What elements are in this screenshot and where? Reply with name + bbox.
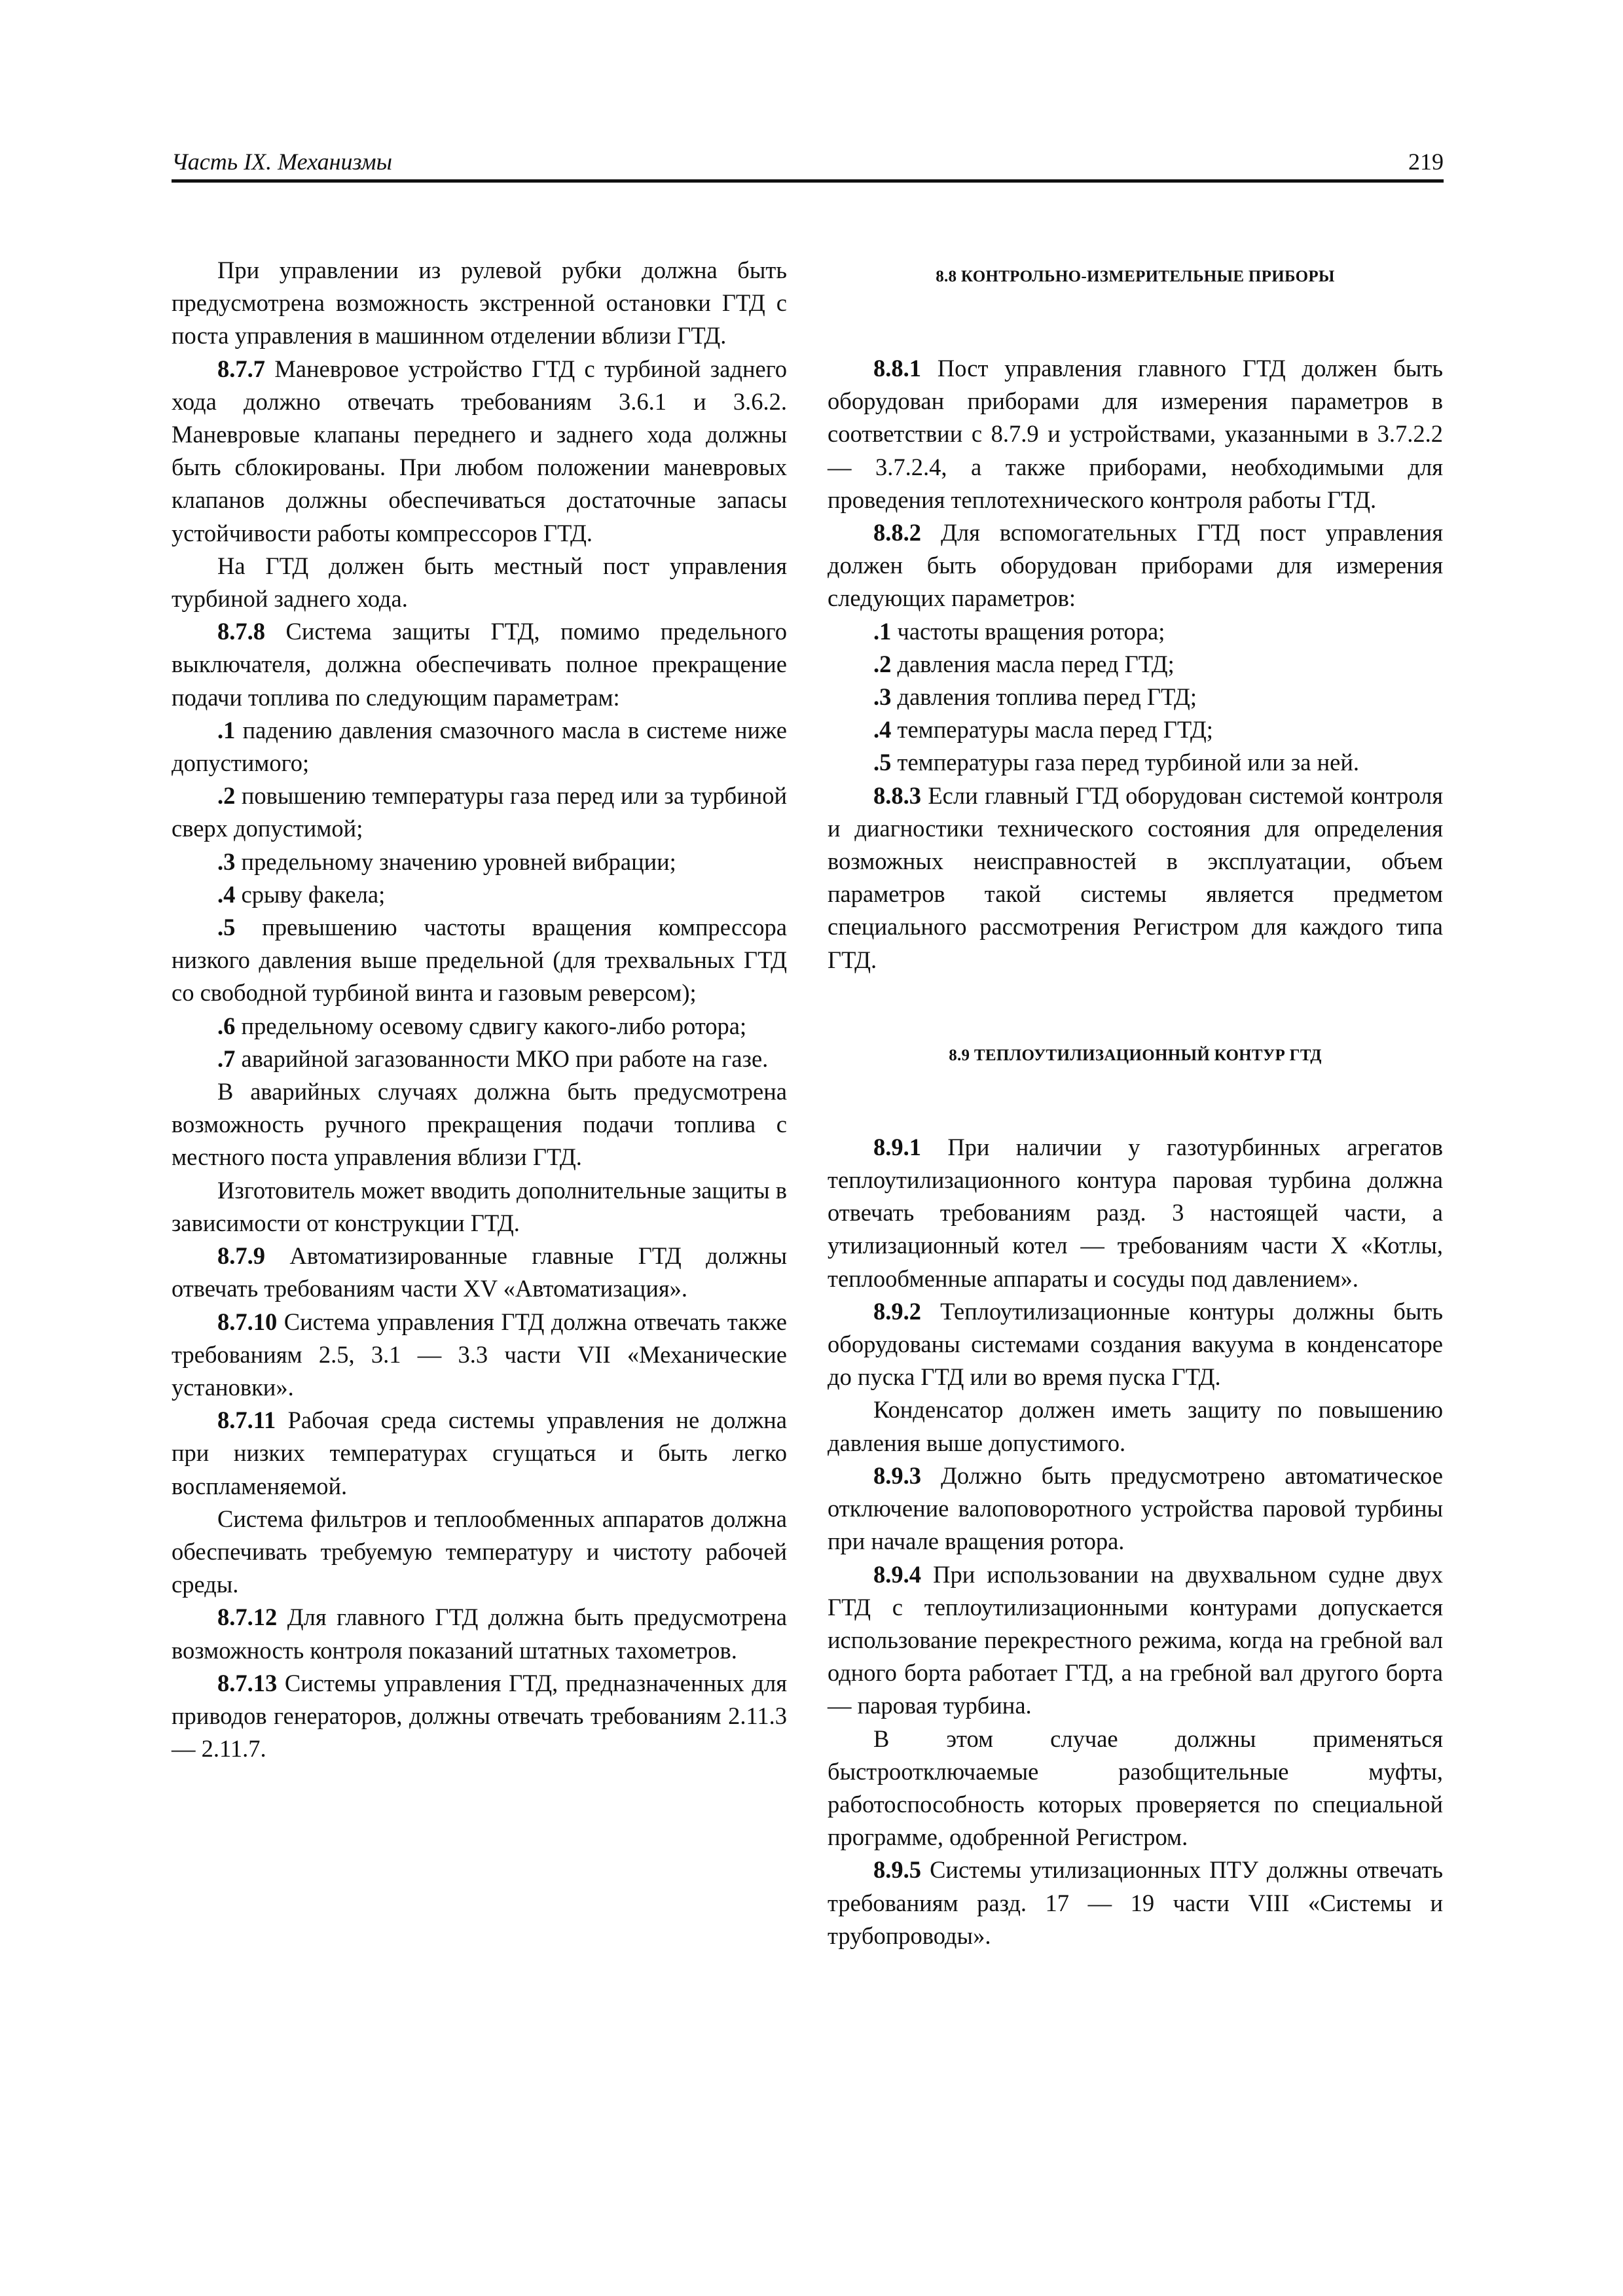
list-item: .7 аварийной загазованности МКО при работе на газе. (217, 1045, 769, 1072)
page-number: 219 (1408, 149, 1444, 175)
running-title: Часть IX. Механизмы (172, 149, 392, 175)
right-column (828, 254, 1443, 1952)
page-header (172, 145, 1444, 183)
paragraph: В этом случае должны применяться быстроотключаемые разобщительные муфты, работоспособность которых проверяется по специальной программе, одобренной Регистром. (828, 1725, 1443, 1851)
paragraph-8-9-2: 8.9.2 Теплоутилизационные контуры должны быть оборудованы системами создания вакуума в конденсаторе до пуска ГТД или во время пуска ГТД. (828, 1297, 1443, 1391)
paragraph: Система фильтров и теплообменных аппаратов должна обеспечивать требуемую температуру и чистоту рабочей среды. (172, 1505, 787, 1598)
list-item: .5 температуры газа перед турбиной или за ней. (873, 749, 1359, 776)
paragraph-8-8-2: 8.8.2 Для вспомогательных ГТД пост управления должен быть оборудован приборами для измерения следующих параметров: (828, 519, 1444, 612)
paragraph-8-9-1: 8.9.1 При наличии у газотурбинных агрегатов теплоутилизационного контура паровая турбина должна отвечать требованиям разд. 3 настоящей части, а утилизационный котел — требованиям части X «Котлы, теплообменные аппараты и сосуды под давлением». (828, 1133, 1444, 1292)
paragraph: Изготовитель может вводить дополнительные защиты в зависимости от конструкции ГТД. (172, 1176, 787, 1236)
list-item: .6 предельному осевому сдвигу какого-либо ротора; (217, 1012, 747, 1039)
paragraph-8-7-13: 8.7.13 Системы управления ГТД, предназначенных для приводов генераторов, должны отвечать требованиям 2.11.3 — 2.11.7. (172, 1669, 787, 1763)
paragraph-8-7-12: 8.7.12 Для главного ГТД должна быть предусмотрена возможность контроля показаний штатных тахометров. (172, 1604, 787, 1664)
paragraph: Конденсатор должен иметь защиту по повышению давления выше допустимого. (828, 1396, 1443, 1456)
paragraph-8-7-9: 8.7.9 Автоматизированные главные ГТД должны отвечать требованиям части XV «Автоматизация». (172, 1242, 788, 1302)
paragraph-8-7-11: 8.7.11 Рабочая среда системы управления не должна при низких температурах сгущаться и быть легко воспламеняемой. (172, 1407, 787, 1499)
list-item: .4 температуры масла перед ГТД; (873, 716, 1213, 744)
paragraph: В аварийных случаях должна быть предусмотрена возможность ручного прекращения подачи топлива с местного поста управления вблизи ГТД. (172, 1078, 787, 1171)
paragraph-8-9-4: 8.9.4 При использовании на двухвальном судне двух ГТД с теплоутилизационными контурами допускается использование перекрестного режима, когда на гребной вал одного борта работает ГТД, а на гребной вал другого борта — паровая турбина. (828, 1560, 1443, 1719)
list-item: .4 срыву факела; (217, 880, 386, 908)
section-title-8-8: 8.8 КОНТРОЛЬНО-ИЗМЕРИТЕЛЬНЫЕ ПРИБОРЫ (936, 268, 1335, 285)
paragraph: При управлении из рулевой рубки должна быть предусмотрена возможность экстренной остановки ГТД с поста управления в машинном отделении вблизи ГТД. (172, 257, 787, 350)
paragraph-8-9-5: 8.9.5 Системы утилизационных ПТУ должны отвечать требованиям разд. 17 — 19 части VIII «Системы и трубопроводы». (828, 1856, 1443, 1949)
list-item: .5 превышению частоты вращения компрессора низкого давления выше предельной (для трехвальных ГТД со свободной турбиной винта и газовым реверсом); (172, 914, 788, 1007)
section-title-8-9: 8.9 ТЕПЛОУТИЛИЗАЦИОННЫЙ КОНТУР ГТД (949, 1046, 1322, 1064)
paragraph-8-8-3: 8.8.3 Если главный ГТД оборудован системой контроля и диагностики технического состояния для определения возможных неисправностей в эксплуатации, объем параметров такой системы является предметом специального рассмотрения Регистром для каждого типа ГТД. (828, 781, 1443, 973)
paragraph-8-7-7: 8.7.7 Маневровое устройство ГТД с турбиной заднего хода должно отвечать требованиям 3.6.1 и 3.6.2. Маневровые клапаны переднего и заднего хода должны быть сблокированы. При любом положении маневровых клапанов должны обеспечиваться достаточные запасы устойчивости работы компрессоров ГТД. (172, 355, 788, 547)
paragraph-8-7-10: 8.7.10 Система управления ГТД должна отвечать также требованиям 2.5, 3.1 — 3.3 части VII «Механические установки». (172, 1308, 788, 1401)
left-column (172, 254, 787, 1765)
paragraph-8-9-3: 8.9.3 Должно быть предусмотрено автоматическое отключение валоповоротного устройства паровой турбины при начале вращения ротора. (828, 1462, 1443, 1555)
paragraph-8-7-8: 8.7.8 Система защиты ГТД, помимо предельного выключателя, должна обеспечивать полное прекращение подачи топлива по следующим параметрам: (172, 618, 787, 711)
list-item: .1 частоты вращения ротора; (873, 617, 1165, 645)
list-item: .3 предельному значению уровней вибрации; (217, 848, 676, 875)
list-item: .3 давления топлива перед ГТД; (873, 683, 1197, 711)
paragraph: На ГТД должен быть местный пост управления турбиной заднего хода. (172, 552, 787, 613)
list-item: .1 падению давления смазочного масла в системе ниже допустимого; (172, 716, 787, 777)
list-item: .2 повышению температуры газа перед или за турбиной сверх допустимой; (172, 782, 787, 842)
list-item: .2 давления масла перед ГТД; (873, 650, 1175, 677)
paragraph-8-8-1: 8.8.1 Пост управления главного ГТД должен быть оборудован приборами для измерения параметров в соответствии с 8.7.9 и устройствами, указанными в 3.7.2.2 — 3.7.2.4, а также приборами, необходимыми для проведения теплотехнического контроля работы ГТД. (828, 355, 1443, 513)
